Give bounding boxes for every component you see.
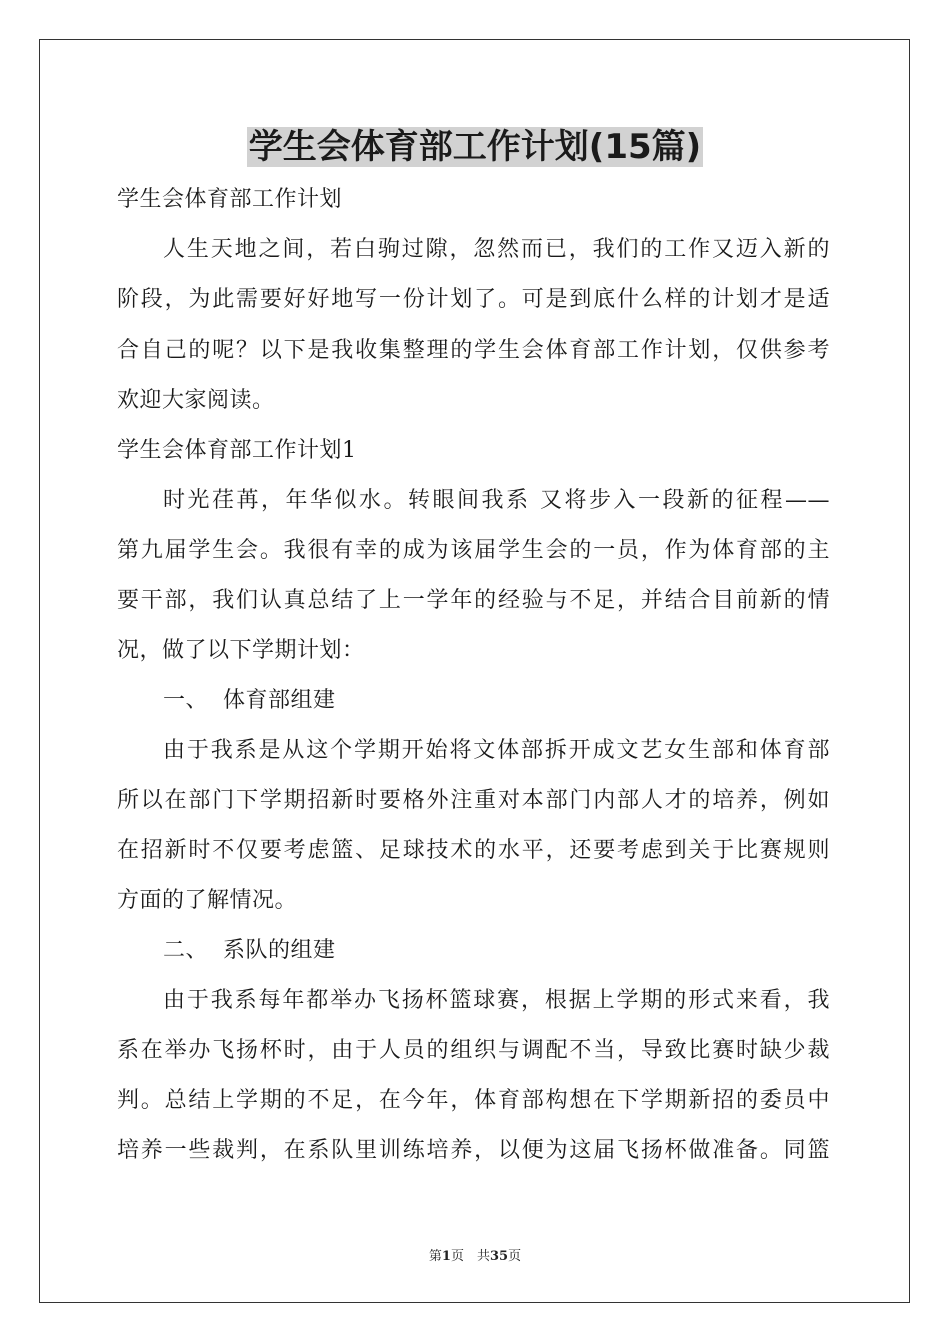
paragraph-line: 阶段，为此需要好好地写一份计划了。可是到底什么样的计划才是适 <box>117 287 830 312</box>
paragraph-line: 况，做了以下学期计划： <box>117 638 365 663</box>
document-title <box>0 124 950 170</box>
paragraph-line: 欢迎大家阅读。 <box>117 388 275 413</box>
paragraph-line: 在招新时不仅要考虑篮、足球技术的水平，还要考虑到关于比赛规则 <box>117 838 830 863</box>
footer-page-current: 1 <box>441 1249 451 1264</box>
list-heading-2: 二、 系队的组建 <box>163 938 336 963</box>
paragraph-line: 所以在部门下学期招新时要格外注重对本部门内部人才的培养，例如 <box>117 788 830 813</box>
page-footer <box>0 1248 950 1266</box>
list-heading-1: 一、 体育部组建 <box>163 688 336 713</box>
paragraph-line: 系在举办飞扬杯时，由于人员的组织与调配不当，导致比赛时缺少裁 <box>117 1038 830 1063</box>
paragraph-line: 时光荏苒，年华似水。转眼间我系 又将步入一段新的征程—— <box>163 488 830 513</box>
subtitle-line: 学生会体育部工作计划 <box>117 187 343 212</box>
paragraph-line: 要干部，我们认真总结了上一学年的经验与不足，并结合目前新的情 <box>117 588 830 613</box>
paragraph-line: 培养一些裁判，在系队里训练培养，以便为这届飞扬杯做准备。同篮 <box>117 1138 830 1163</box>
paragraph-line: 人生天地之间，若白驹过隙，忽然而已，我们的工作又迈入新的 <box>163 237 830 262</box>
document-title-text: 学生会体育部工作计划(15篇) <box>248 127 702 167</box>
footer-page-mid: 页 共 <box>450 1249 490 1264</box>
paragraph-line: 由于我系每年都举办飞扬杯篮球赛，根据上学期的形式来看，我 <box>163 988 830 1013</box>
paragraph-line: 方面的了解情况。 <box>117 888 298 913</box>
paragraph-line: 判。总结上学期的不足，在今年，体育部构想在下学期新招的委员中 <box>117 1088 830 1113</box>
paragraph-line: 合自己的呢？以下是我收集整理的学生会体育部工作计划，仅供参考 <box>117 338 830 363</box>
footer-page-total: 35 <box>489 1249 509 1264</box>
footer-page-prefix: 第 <box>428 1249 442 1264</box>
paragraph-line: 第九届学生会。我很有幸的成为该届学生会的一员，作为体育部的主 <box>117 538 830 563</box>
paragraph-line: 由于我系是从这个学期开始将文体部拆开成文艺女生部和体育部 <box>163 738 830 763</box>
footer-page-suffix: 页 <box>508 1249 522 1264</box>
section-heading: 学生会体育部工作计划1 <box>117 438 357 463</box>
